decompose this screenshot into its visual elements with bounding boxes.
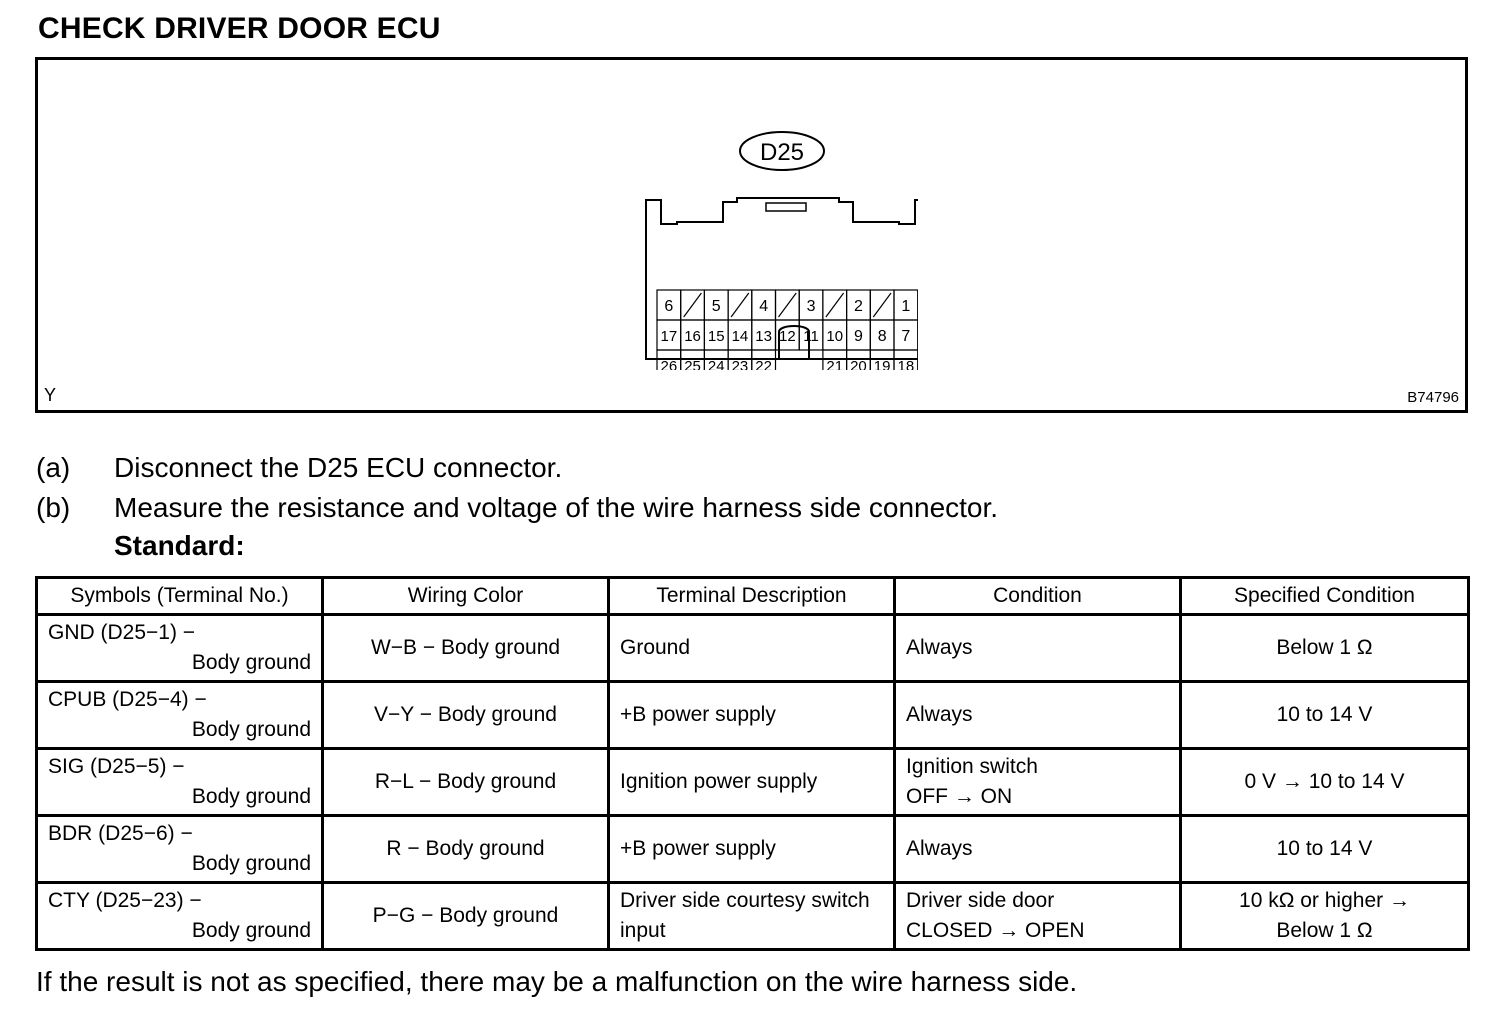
description-cell-line: +B power supply: [620, 837, 776, 860]
terminal-number: 20: [850, 358, 867, 370]
step-b: [36, 492, 998, 524]
symbol-cell: [37, 682, 323, 749]
description-cell-line: input: [620, 919, 666, 942]
terminal-number: 16: [684, 328, 701, 345]
terminal-number: 5: [711, 298, 721, 315]
terminal-number: 4: [759, 298, 769, 315]
table-header-row: [37, 578, 1469, 615]
step-a: [36, 452, 562, 484]
symbol-cell: [37, 816, 323, 883]
terminal-number: 24: [707, 358, 725, 370]
wiring-color-cell: R − Body ground: [323, 816, 609, 883]
connector-illustration: [35, 57, 1468, 413]
specified-cell-line: 10 to 14 V: [1276, 703, 1373, 726]
description-cell-line: Ground: [620, 636, 691, 659]
wiring-color-cell: P−G − Body ground: [323, 883, 609, 950]
symbol-cell: [37, 749, 323, 816]
terminal-number: 1: [901, 298, 911, 315]
terminal-number: 6: [664, 298, 674, 315]
table-row: [37, 816, 1469, 883]
condition-cell: [895, 682, 1181, 749]
description-cell-line: Ignition power supply: [620, 770, 818, 793]
connector-diagram: [598, 120, 918, 370]
ground-label: Body ground: [191, 919, 311, 942]
terminal-number: 7: [901, 328, 911, 345]
specified-cell-line: 0 V → 10 to 14 V: [1244, 770, 1405, 793]
empty-cavity-slash: [826, 293, 844, 317]
ground-label: Body ground: [191, 852, 311, 875]
terminal-number: 12: [779, 328, 796, 345]
ground-label: Body ground: [191, 785, 311, 808]
table-row: [37, 749, 1469, 816]
terminal-symbol: GND (D25−1) −: [48, 621, 196, 644]
specified-cell: [1181, 682, 1469, 749]
description-cell-line: Driver side courtesy switch: [620, 889, 870, 912]
terminal-number: 8: [877, 328, 887, 345]
description-cell: [609, 816, 895, 883]
step-marker: (b): [36, 492, 71, 523]
terminal-symbol: BDR (D25−6) −: [48, 822, 193, 845]
page-title: CHECK DRIVER DOOR ECU: [38, 12, 441, 45]
specified-cell: [1181, 615, 1469, 682]
standard-label: Standard:: [114, 530, 245, 561]
terminal-number: 2: [853, 298, 863, 315]
terminal-number: 13: [755, 328, 772, 345]
header-condition: Condition: [895, 578, 1181, 615]
table-row: [37, 682, 1469, 749]
description-cell: [609, 883, 895, 950]
empty-cavity-slash: [779, 293, 797, 317]
specified-cell-line: 10 to 14 V: [1276, 837, 1373, 860]
specified-cell-line: Below 1 Ω: [1276, 919, 1373, 942]
specified-cell-line: Below 1 Ω: [1276, 636, 1373, 659]
condition-cell: [895, 749, 1181, 816]
specified-cell: [1181, 749, 1469, 816]
condition-cell: [895, 615, 1181, 682]
header-wiring-color: Wiring Color: [323, 578, 609, 615]
header-symbols: Symbols (Terminal No.): [37, 578, 323, 615]
empty-cavity-slash: [684, 293, 702, 317]
condition-cell: [895, 883, 1181, 950]
connector-label: D25: [759, 139, 805, 166]
terminal-number: 21: [826, 358, 844, 370]
header-terminal-description: Terminal Description: [609, 578, 895, 615]
wiring-color-cell: V−Y − Body ground: [323, 682, 609, 749]
terminal-number: 26: [660, 358, 678, 370]
specified-cell: [1181, 816, 1469, 883]
terminal-number: 11: [803, 328, 819, 345]
condition-cell-line: Always: [906, 636, 973, 659]
ground-label: Body ground: [191, 651, 311, 674]
description-cell-line: +B power supply: [620, 703, 776, 726]
description-cell: [609, 682, 895, 749]
terminal-symbol: CPUB (D25−4) −: [48, 688, 207, 711]
terminal-number: 15: [707, 328, 725, 345]
terminal-number: 3: [806, 298, 816, 315]
symbol-cell: [37, 615, 323, 682]
terminal-number: 23: [731, 358, 749, 370]
description-cell: [609, 749, 895, 816]
symbol-cell: [37, 883, 323, 950]
table-row: [37, 883, 1469, 950]
terminal-number: 10: [826, 328, 844, 345]
step-marker: (a): [36, 452, 71, 483]
condition-cell-line: Always: [906, 837, 973, 860]
terminal-symbol: CTY (D25−23) −: [48, 889, 202, 912]
description-cell: [609, 615, 895, 682]
step-text: Measure the resistance and voltage of the wire harness side connector.: [114, 492, 999, 523]
condition-cell: [895, 816, 1181, 883]
terminal-number: 18: [897, 358, 915, 370]
condition-cell-line: Driver side door: [906, 889, 1055, 912]
wiring-color-cell: W−B − Body ground: [323, 615, 609, 682]
empty-cavity-slash: [873, 293, 891, 317]
terminal-symbol: SIG (D25−5) −: [48, 755, 185, 778]
terminal-number: 14: [731, 328, 749, 345]
terminal-number: 9: [853, 328, 863, 345]
specified-cell: [1181, 883, 1469, 950]
condition-cell-line: Always: [906, 703, 973, 726]
condition-cell-line: CLOSED → OPEN: [906, 919, 1085, 942]
terminal-number: 22: [755, 358, 772, 370]
condition-cell-line: Ignition switch: [906, 755, 1038, 778]
empty-cavity-slash: [731, 293, 749, 317]
ground-label: Body ground: [191, 718, 311, 741]
specification-table: [35, 576, 1470, 951]
wiring-color-cell: R−L − Body ground: [323, 749, 609, 816]
figure-code-left: Y: [44, 385, 57, 405]
specified-cell-line: 10 kΩ or higher →: [1239, 889, 1410, 912]
header-specified-condition: Specified Condition: [1181, 578, 1469, 615]
figure-code-right: B74796: [1407, 389, 1459, 406]
table-row: [37, 615, 1469, 682]
step-text: Disconnect the D25 ECU connector.: [114, 452, 563, 483]
terminal-number: 25: [684, 358, 701, 370]
footer-note: If the result is not as specified, there may be a malfunction on the wire harness side.: [36, 966, 1078, 997]
condition-cell-line: OFF → ON: [906, 785, 1013, 808]
terminal-number: 19: [873, 358, 891, 370]
terminal-number: 17: [660, 328, 678, 345]
